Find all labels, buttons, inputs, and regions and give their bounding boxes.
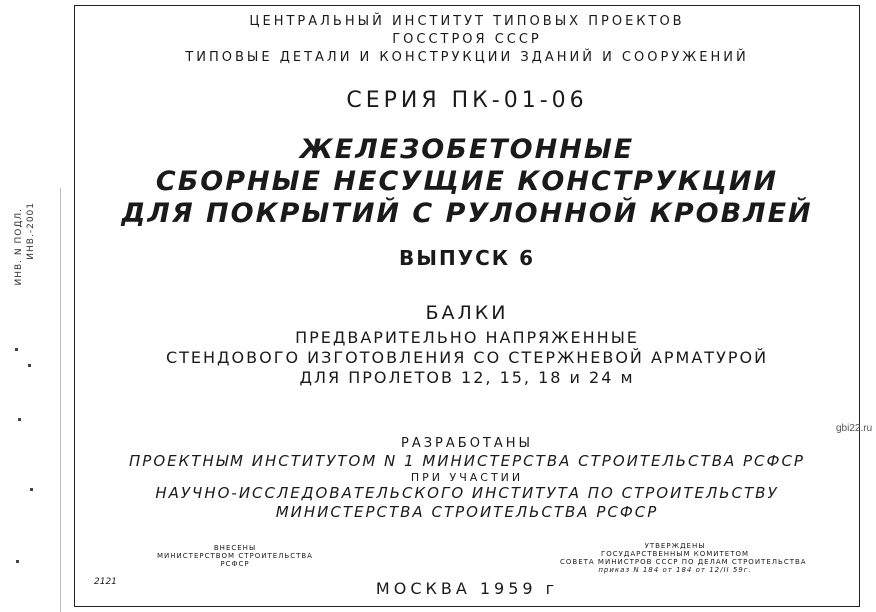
strip-text-1: ИНВ. N ПОДЛ.	[14, 208, 24, 286]
title-line-1: ЖЕЛЕЗОБЕТОННЫЕ	[299, 134, 635, 165]
title-line-3: ДЛЯ ПОКРЫТИЙ С РУЛОННОЙ КРОВЛЕЙ	[121, 198, 813, 229]
strip-mark	[16, 560, 19, 563]
subject-line-3: СТЕНДОВОГО ИЗГОТОВЛЕНИЯ СО СТЕРЖНЕВОЙ АРМАТУРОЙ	[165, 348, 769, 367]
sheet-number: 2121	[94, 577, 117, 587]
issue-number: ВЫПУСК 6	[398, 246, 536, 270]
series-title: СЕРИЯ ПК-01-06	[346, 88, 588, 113]
strip-mark	[30, 488, 33, 491]
submitted-block	[150, 544, 320, 568]
approved-line-4: приказ N 184 от 184 от 12/II 59г.	[598, 566, 752, 574]
strip-mark	[15, 348, 18, 351]
developed-label: РАЗРАБОТАНЫ	[400, 436, 534, 451]
approved-line-3: СОВЕТА МИНИСТРОВ СССР ПО ДЕЛАМ СТРОИТЕЛЬСТВА	[560, 558, 807, 566]
subject-line-1: БАЛКИ	[425, 302, 509, 324]
strip-text-2: ИНВ.-2001	[26, 202, 36, 260]
header-line-1: ЦЕНТРАЛЬНЫЙ ИНСТИТУТ ТИПОВЫХ ПРОЕКТОВ	[249, 14, 685, 29]
header-line-2: ГОССТРОЯ СССР	[392, 32, 542, 47]
submitted-line-2: МИНИСТЕРСТВОМ СТРОИТЕЛЬСТВА	[157, 552, 313, 560]
title-line-2: СБОРНЫЕ НЕСУЩИЕ КОНСТРУКЦИИ	[155, 166, 779, 197]
strip-mark	[18, 418, 21, 421]
footer-city-year: МОСКВА 1959 г	[375, 579, 559, 598]
developed-line-2: ПРИ УЧАСТИИ	[410, 471, 524, 484]
developed-line-1: ПРОЕКТНЫМ ИНСТИТУТОМ N 1 МИНИСТЕРСТВА СТРОИТЕЛЬСТВА РСФСР	[129, 452, 805, 470]
approved-line-1: УТВЕРЖДЕНЫ	[644, 542, 706, 550]
developed-line-4: МИНИСТЕРСТВА СТРОИТЕЛЬСТВА РСФСР	[275, 503, 659, 521]
approved-block	[560, 542, 807, 574]
developed-line-3: НАУЧНО-ИССЛЕДОВАТЕЛЬСКОГО ИНСТИТУТА ПО СТРОИТЕЛЬСТВУ	[155, 484, 779, 502]
subject-line-4: ДЛЯ ПРОЛЕТОВ 12, 15, 18 и 24 м	[299, 368, 635, 387]
strip-mark	[28, 364, 31, 367]
header-line-3: ТИПОВЫЕ ДЕТАЛИ И КОНСТРУКЦИИ ЗДАНИЙ И СООРУЖЕНИЙ	[185, 50, 749, 65]
binding-strip	[0, 188, 61, 612]
approved-line-2: ГОСУДАРСТВЕННЫМ КОМИТЕТОМ	[600, 550, 750, 558]
submitted-line-3: РСФСР	[220, 560, 250, 568]
submitted-line-1: ВНЕСЕНЫ	[213, 544, 257, 552]
subject-line-2: ПРЕДВАРИТЕЛЬНО НАПРЯЖЕННЫЕ	[295, 328, 639, 347]
watermark: gbi22.ru	[836, 423, 873, 434]
